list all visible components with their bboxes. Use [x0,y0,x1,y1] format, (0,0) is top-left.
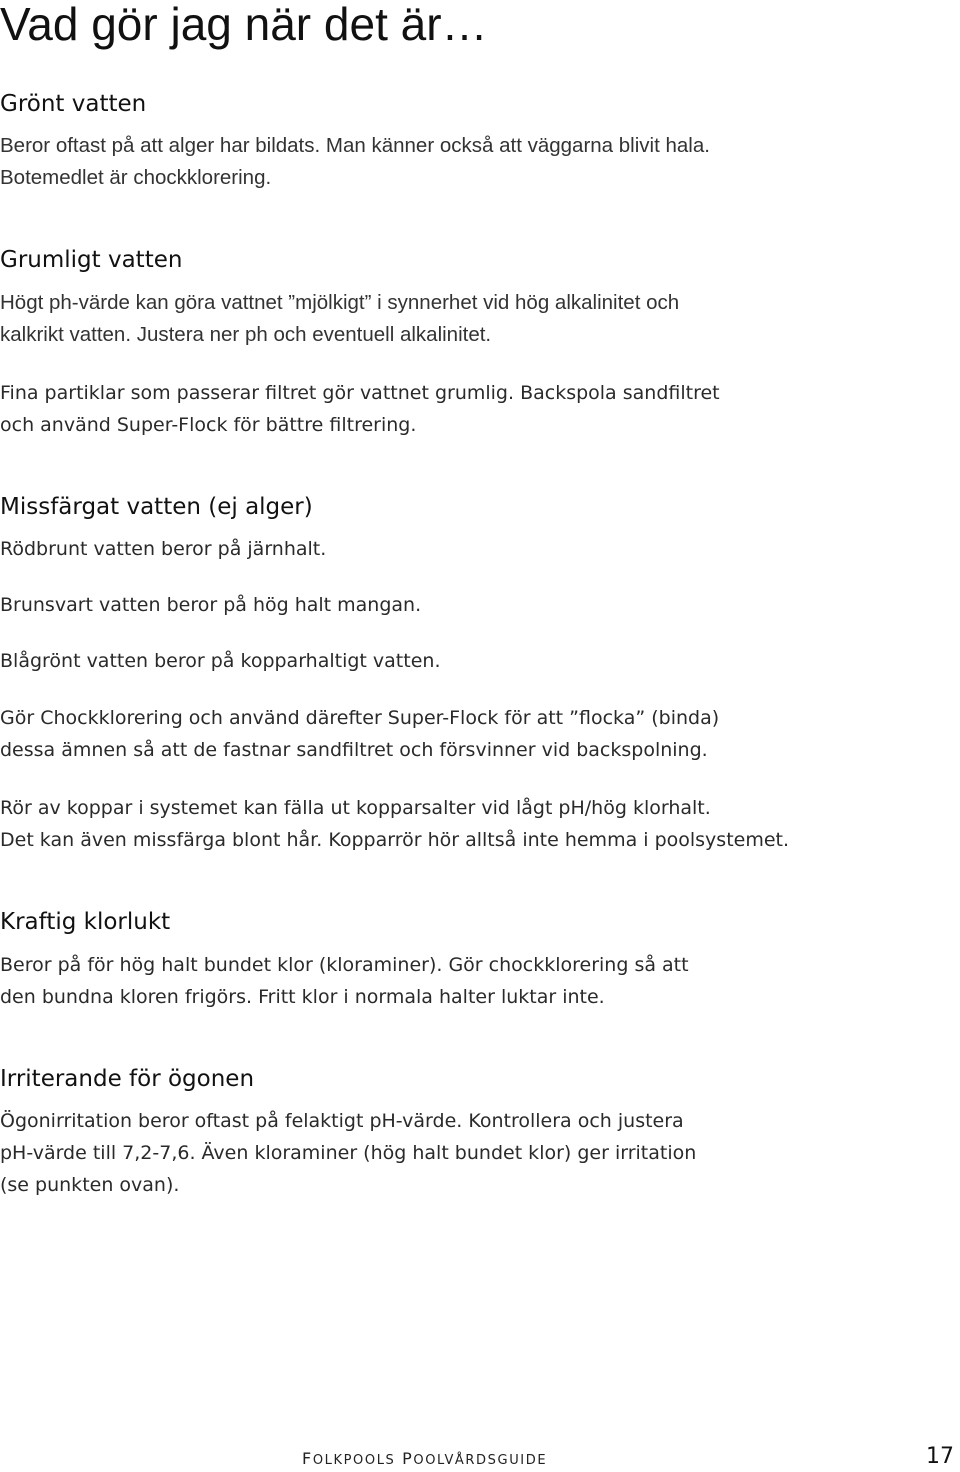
paragraph-chockklorering [0,702,719,766]
section-heading-missfargat-vatten: Missfärgat vatten (ej alger) [0,494,313,520]
paragraph-ogonirritation [0,1105,696,1201]
text-line: (se punkten ovan). [0,1174,180,1196]
paragraph-brunsvart: Brunsvart vatten beror på hög halt mangan. [0,594,422,616]
text-line: den bundna kloren frigörs. Fritt klor i normala halter luktar inte. [0,986,605,1008]
paragraph-blagront: Blågrönt vatten beror på kopparhaltigt vatten. [0,650,441,672]
text-line: Högt ph-värde kan göra vattnet ”mjölkigt” i synnerhet vid hög alkalinitet och [0,291,680,314]
text-line: kalkrikt vatten. Justera ner ph och eventuell alkalinitet. [0,323,492,346]
text-line: pH-värde till 7,2-7,6. Även kloraminer (hög halt bundet klor) ger irritation [0,1142,697,1164]
text-line: och använd Super-Flock för bättre filtrering. [0,414,417,436]
text-line: Det kan även missfärga blont hår. Kopparrör hör alltså inte hemma i poolsystemet. [0,829,790,851]
paragraph-grumligt-partiklar [0,377,720,441]
paragraph-grumligt-ph [0,287,679,351]
paragraph-rodbrunt: Rödbrunt vatten beror på järnhalt. [0,538,327,560]
text-line: Beror oftast på att alger har bildats. Man känner också att väggarna blivit hala. [0,134,710,157]
section-heading-irriterande-for-ogonen: Irriterande för ögonen [0,1066,255,1092]
footer-brand-initial: F [302,1449,313,1468]
text-line: Beror på för hög halt bundet klor (kloraminer). Gör chockklorering så att [0,954,689,976]
section-heading-kraftig-klorlukt: Kraftig klorlukt [0,909,171,935]
paragraph-koppar [0,792,789,856]
page-number: 17 [926,1444,954,1469]
text-line: dessa ämnen så att de fastnar sandfiltret och försvinner vid backspolning. [0,739,708,761]
footer-guide-rest: OOLVÅRDSGUIDE [413,1453,548,1468]
text-line: Rör av koppar i systemet kan fälla ut kopparsalter vid lågt pH/hög klorhalt. [0,797,711,819]
text-line: Ögonirritation beror oftast på felaktigt pH-värde. Kontrollera och justera [0,1110,684,1132]
text-line: Fina partiklar som passerar filtret gör vattnet grumlig. Backspola sandfiltret [0,382,720,404]
footer-guide-initial: P [402,1449,414,1468]
footer-guide-title [302,1449,547,1471]
section-heading-grumligt-vatten: Grumligt vatten [0,247,183,273]
paragraph-klorlukt [0,949,689,1013]
footer-brand-rest: OLKPOOLS [312,1453,396,1468]
section-heading-gront-vatten: Grönt vatten [0,91,147,117]
text-line: Gör Chockklorering och använd därefter Super-Flock för att ”flocka” (binda) [0,707,720,729]
page-title: Vad gör jag när det är… [0,0,488,50]
paragraph-gront-vatten [0,130,710,194]
text-line: Botemedlet är chockklorering. [0,166,272,189]
